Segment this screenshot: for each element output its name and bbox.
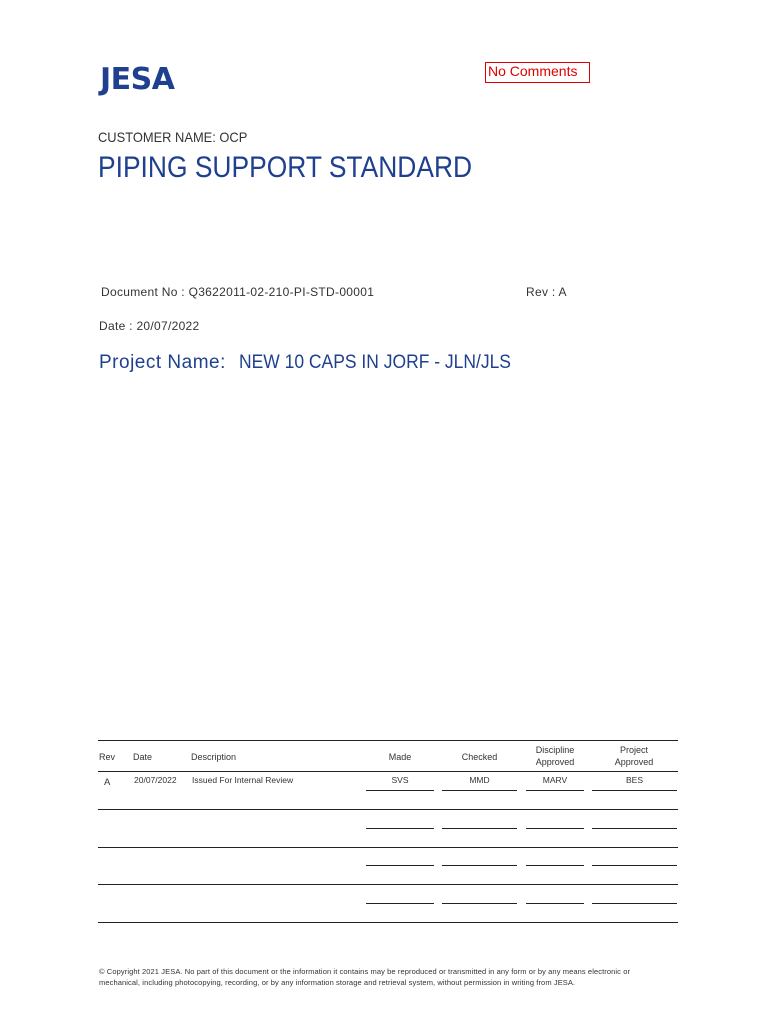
signature-line [592, 790, 677, 791]
document-title: PIPING SUPPORT STANDARD [98, 151, 473, 184]
table-top-rule [98, 740, 678, 741]
signature-line [442, 865, 517, 866]
row-rule [98, 847, 678, 848]
signature-line [366, 903, 434, 904]
signature-line [366, 865, 434, 866]
document-date: Date : 20/07/2022 [99, 319, 200, 333]
row-checked: MMD [469, 775, 490, 785]
signature-line [442, 790, 517, 791]
signature-line [526, 865, 584, 866]
col-header-description: Description [191, 752, 237, 762]
row-rule [98, 884, 678, 885]
signature-line [592, 903, 677, 904]
col-header-discipline-approved: Discipline Approved [535, 745, 575, 767]
signature-line [366, 790, 434, 791]
signature-line [592, 865, 677, 866]
table-bottom-rule [98, 922, 678, 923]
row-rule [98, 809, 678, 810]
copyright-notice: © Copyright 2021 JESA. No part of this document or the information it contains may be reproduced or transmitted in any form or by any means electronic or mechanical, including photocopying, recording, or by any information storage and retrieval system, without permission in writing from JESA. [99, 967, 631, 987]
signature-line [592, 828, 677, 829]
row-discipline-approved: MARV [542, 775, 568, 785]
row-description: Issued For Internal Review [192, 775, 294, 785]
revision-label: Rev : A [526, 285, 567, 299]
signature-line [526, 790, 584, 791]
signature-line [526, 828, 584, 829]
customer-name: CUSTOMER NAME: OCP [98, 129, 248, 145]
row-date: 20/07/2022 [134, 775, 177, 785]
document-number: Document No : Q3622011-02-210-PI-STD-00001 [101, 285, 375, 299]
row-rev: A [104, 777, 111, 788]
col-header-made: Made [388, 752, 412, 762]
col-header-rev: Rev [99, 752, 116, 762]
col-header-checked: Checked [461, 752, 498, 762]
col-header-date: Date [133, 752, 153, 762]
signature-line [442, 828, 517, 829]
project-name-label: Project Name: [99, 352, 226, 373]
signature-line [442, 903, 517, 904]
table-header-rule [98, 771, 678, 772]
col-header-project-approved: Project Approved [614, 745, 654, 767]
signature-line [366, 828, 434, 829]
project-name-value: NEW 10 CAPS IN JORF - JLN/JLS [239, 352, 511, 373]
signature-line [526, 903, 584, 904]
row-made: SVS [391, 775, 409, 785]
jesa-logo: JESA [100, 62, 175, 97]
row-project-approved: BES [625, 775, 643, 785]
comments-stamp: No Comments [485, 62, 590, 83]
